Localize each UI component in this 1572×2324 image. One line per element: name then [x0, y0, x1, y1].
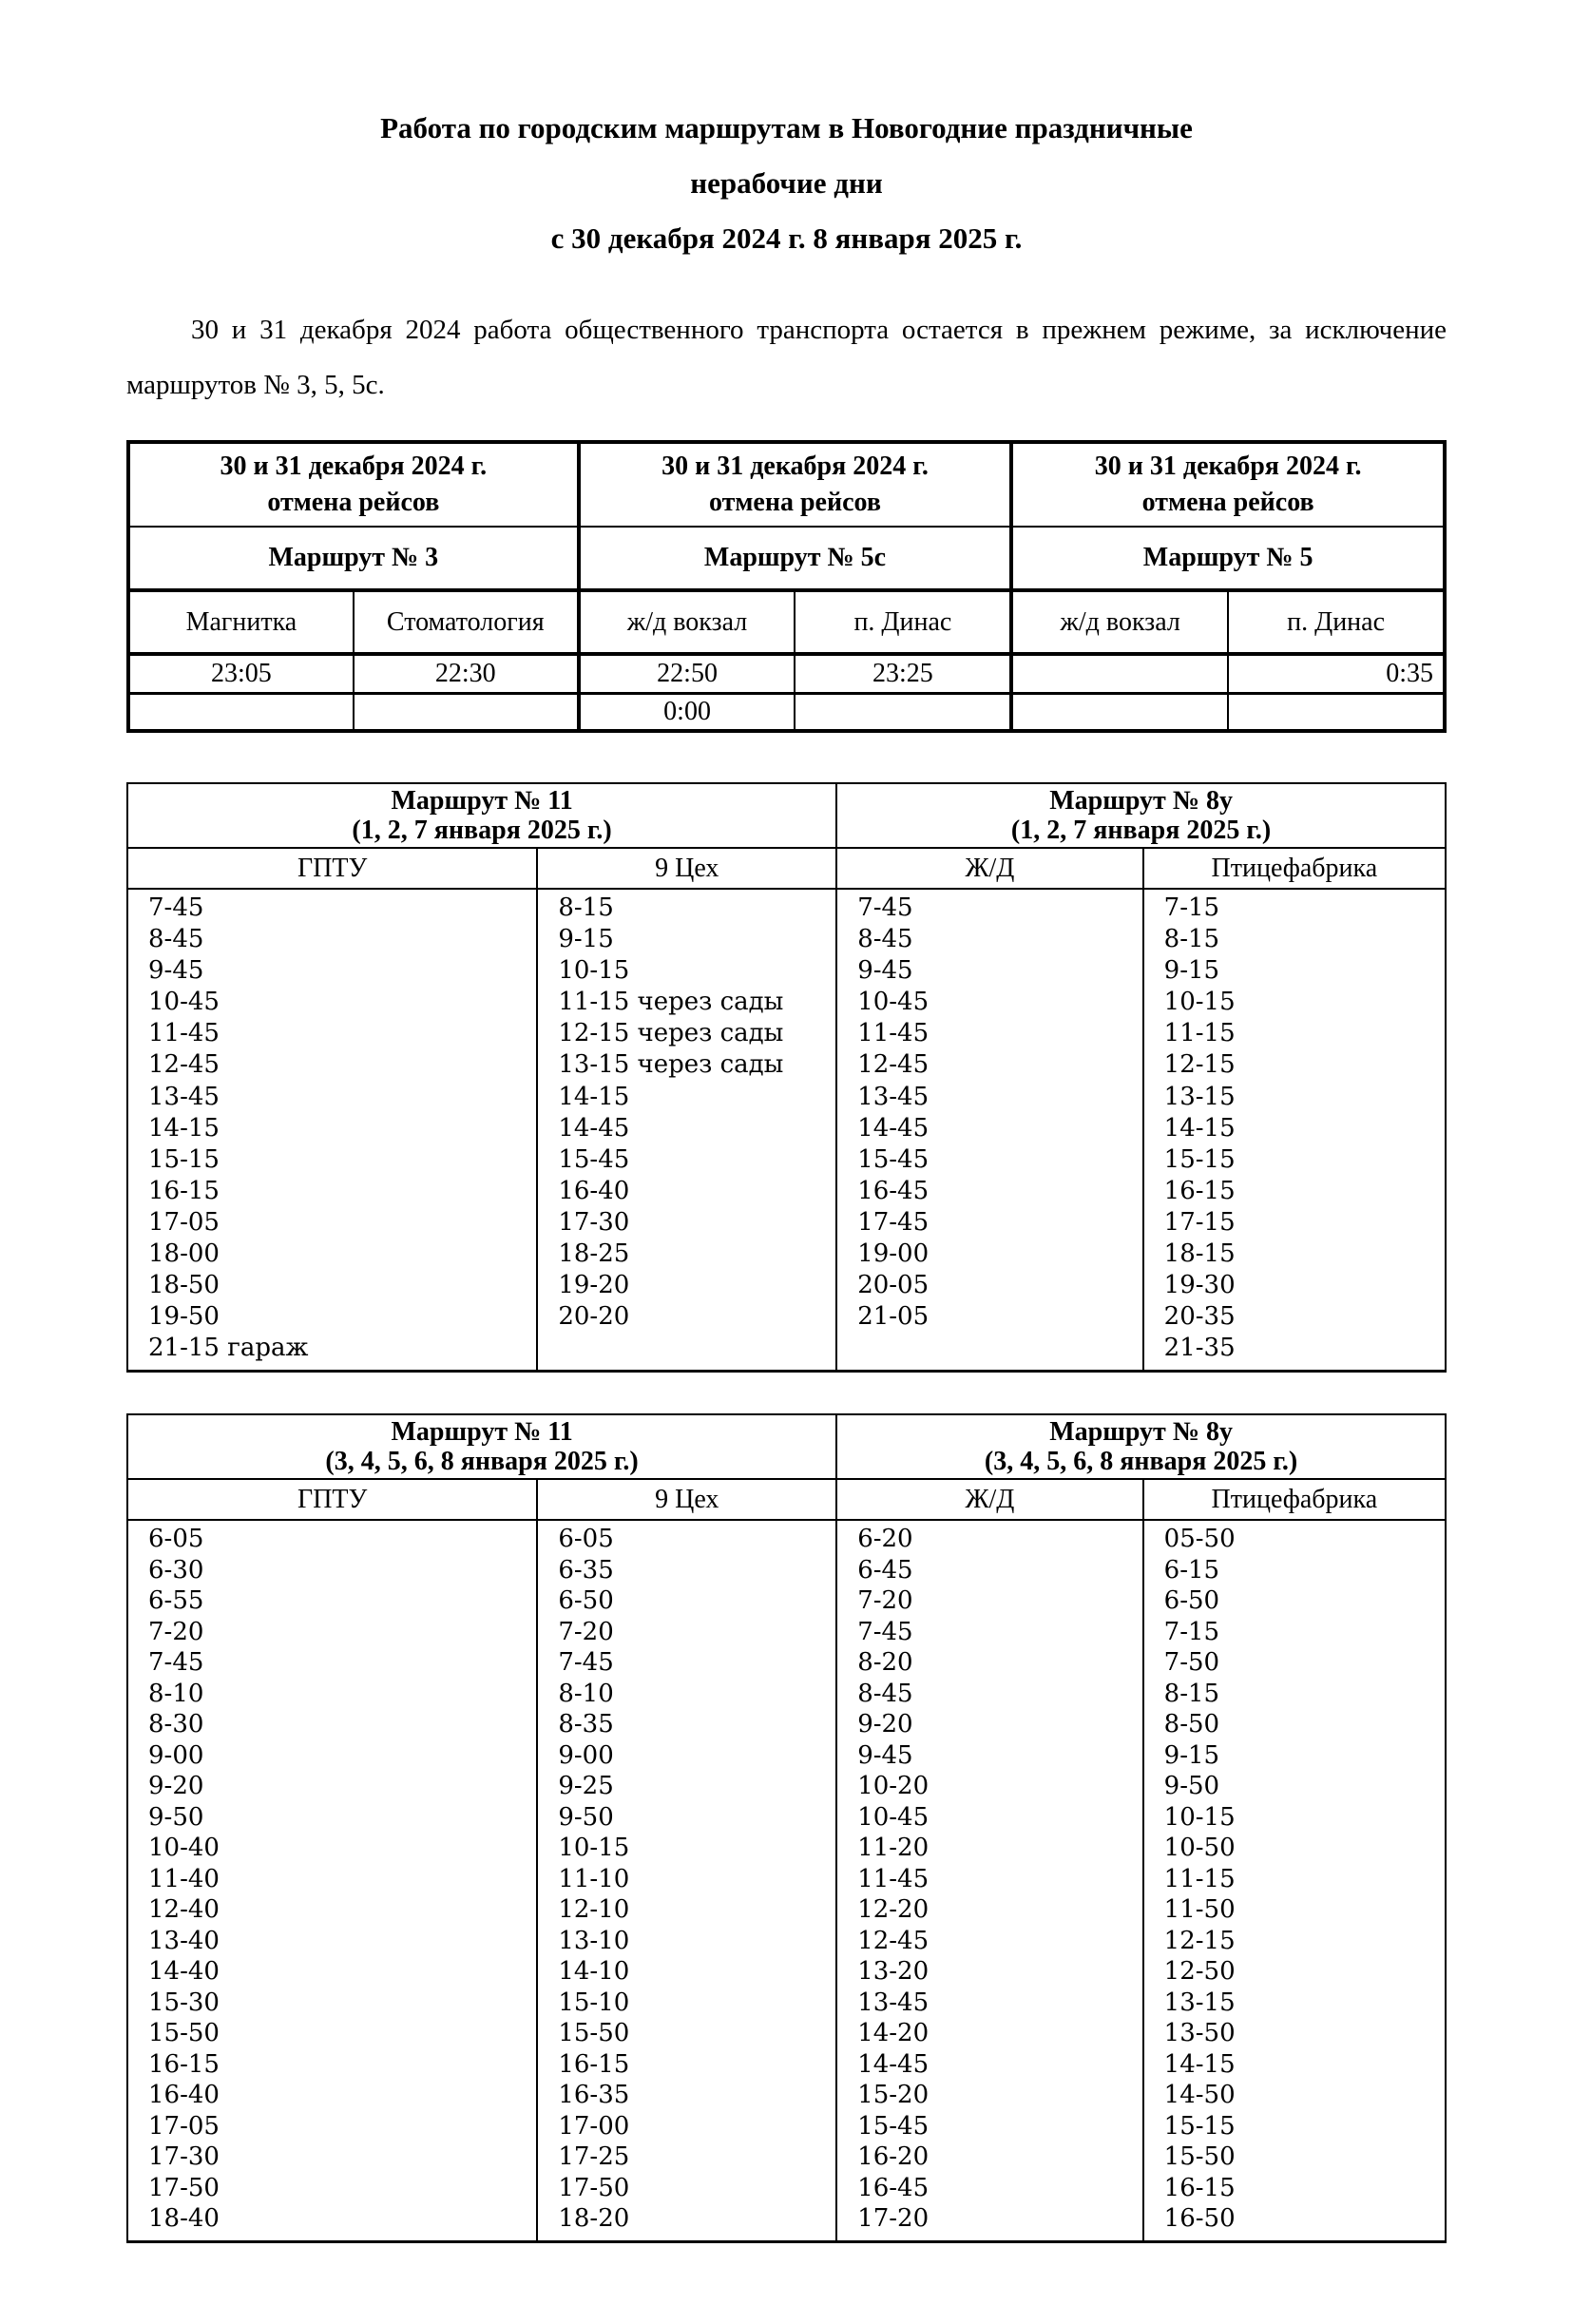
time-entry: 6-45 — [857, 1555, 913, 1585]
schedule-table-jan-1-2-7 — [126, 782, 1447, 1373]
time-entry: 16-45 — [857, 2173, 930, 2202]
times-row-1 — [128, 654, 1445, 694]
time-entry: 11-15 через сады — [558, 988, 784, 1017]
time-entry: 10-45 — [857, 1802, 930, 1832]
time-entry: 17-25 — [558, 2142, 630, 2172]
time-entry: 12-45 — [148, 1050, 220, 1080]
time-entry: 14-45 — [857, 1113, 930, 1143]
time-entry: 10-15 — [1163, 988, 1236, 1017]
time-entry: 6-50 — [558, 1586, 614, 1616]
times-row-2 — [128, 694, 1445, 732]
column-header: ГПТУ — [127, 848, 537, 889]
column-header: 9 Цех — [537, 848, 836, 889]
station-header: ж/д вокзал — [1011, 590, 1228, 654]
time-entry: 15-10 — [558, 1988, 630, 2017]
station-header: п. Динас — [1228, 590, 1445, 654]
time-entry: 8-10 — [148, 1679, 204, 1708]
period-row — [128, 442, 1445, 527]
time-entry: 15-30 — [148, 1988, 220, 2017]
time-entry: 14-40 — [148, 1957, 220, 1987]
time-entry: 9-15 — [1163, 956, 1220, 986]
times-column — [537, 1520, 836, 2241]
time-cell — [354, 694, 579, 732]
time-entry: 6-05 — [558, 1525, 614, 1554]
time-entry: 15-15 — [1163, 2111, 1236, 2141]
time-entry: 6-50 — [1163, 1586, 1220, 1616]
time-entry: 11-45 — [148, 1019, 220, 1048]
time-entry: 7-20 — [558, 1617, 614, 1646]
time-entry: 8-30 — [148, 1710, 204, 1739]
station-header: Магнитка — [128, 590, 354, 654]
time-entry: 19-20 — [558, 1271, 630, 1300]
time-entry: 13-45 — [857, 1082, 930, 1111]
time-entry: 13-15 — [1163, 1988, 1236, 2017]
time-entry: 6-55 — [148, 1586, 204, 1616]
time-entry: 16-40 — [558, 1176, 630, 1205]
time-entry: 18-15 — [1163, 1239, 1236, 1269]
column-header: Ж/Д — [836, 1479, 1142, 1520]
time-entry: 17-45 — [857, 1207, 930, 1237]
intro-paragraph: 30 и 31 декабря 2024 работа общественного транспорта остается в прежнем режиме, за исключение маршрутов № 3, 5, 5с. — [126, 315, 1447, 400]
time-entry: 15-15 — [1163, 1144, 1236, 1174]
time-entry: 9-00 — [558, 1740, 614, 1770]
time-cell — [1011, 694, 1228, 732]
time-entry: 7-45 — [857, 1617, 913, 1646]
time-entry: 15-45 — [857, 1144, 930, 1174]
time-entry: 9-50 — [148, 1802, 204, 1832]
times-column — [836, 889, 1142, 1372]
route-dates: (3, 4, 5, 6, 8 января 2025 г.) — [325, 1447, 639, 1477]
time-entry: 7-50 — [1163, 1648, 1220, 1678]
time-entry: 14-10 — [558, 1957, 630, 1987]
times-column — [1143, 1520, 1446, 2241]
time-entry: 16-45 — [857, 1176, 930, 1205]
time-entry: 21-05 — [857, 1302, 930, 1332]
column-header: 9 Цех — [537, 1479, 836, 1520]
column-header: Птицефабрика — [1143, 1479, 1446, 1520]
time-entry: 13-15 — [1163, 1082, 1236, 1111]
time-entry: 15-20 — [857, 2081, 930, 2110]
time-entry: 17-50 — [558, 2173, 630, 2202]
time-entry: 7-20 — [148, 1617, 204, 1646]
time-entry: 14-20 — [857, 2019, 930, 2048]
time-entry: 14-50 — [1163, 2081, 1236, 2110]
time-entry: 16-15 — [558, 2049, 630, 2079]
times-body-row — [127, 1520, 1446, 2241]
period-dates: 30 и 31 декабря 2024 г. — [661, 451, 929, 481]
time-entry: 12-15 — [1163, 1050, 1236, 1080]
route-header-row — [127, 1414, 1446, 1479]
time-entry: 7-45 — [558, 1648, 614, 1678]
time-entry: 12-45 — [857, 1050, 930, 1080]
time-entry: 10-40 — [148, 1834, 220, 1863]
time-entry: 16-15 — [1163, 1176, 1236, 1205]
time-entry: 12-15 через сады — [558, 1019, 784, 1048]
time-entry: 15-45 — [857, 2111, 930, 2141]
time-entry: 13-50 — [1163, 2019, 1236, 2048]
time-entry: 12-50 — [1163, 1957, 1236, 1987]
route-name: Маршрут № 11 — [391, 1417, 573, 1448]
time-entry: 9-20 — [857, 1710, 913, 1739]
time-entry: 10-15 — [558, 1834, 630, 1863]
time-entry: 7-45 — [148, 893, 204, 922]
time-entry: 9-45 — [857, 956, 913, 986]
time-entry: 20-20 — [558, 1302, 630, 1332]
route-name: Маршрут № 8у — [1049, 786, 1233, 816]
time-entry: 10-15 — [1163, 1802, 1236, 1832]
station-header: ж/д вокзал — [579, 590, 796, 654]
page-title-line-1: Работа по городским маршрутам в Новогодние праздничные — [380, 111, 1193, 144]
page-title — [126, 101, 1447, 266]
cancellation-table — [126, 440, 1447, 733]
time-cell: 22:30 — [354, 654, 579, 694]
time-entry: 17-05 — [148, 2111, 220, 2141]
time-entry: 17-20 — [857, 2204, 930, 2234]
time-cell — [1228, 694, 1445, 732]
time-entry: 13-45 — [857, 1988, 930, 2017]
route-header — [836, 783, 1446, 848]
time-cell: 0:00 — [579, 694, 796, 732]
time-entry: 19-50 — [148, 1302, 220, 1332]
time-entry: 7-45 — [857, 893, 913, 922]
time-entry: 8-50 — [1163, 1710, 1220, 1739]
time-entry: 6-20 — [857, 1525, 913, 1554]
time-entry: 18-25 — [558, 1239, 630, 1269]
route-header-row — [127, 783, 1446, 848]
time-entry: 19-00 — [857, 1239, 930, 1269]
time-entry: 15-50 — [1163, 2142, 1236, 2172]
time-entry: 13-45 — [148, 1082, 220, 1111]
time-entry: 13-15 через сады — [558, 1050, 784, 1080]
route-title: Маршрут № 5 — [1011, 527, 1445, 590]
time-entry: 9-50 — [1163, 1772, 1220, 1801]
time-entry: 18-00 — [148, 1239, 220, 1269]
time-entry: 16-15 — [148, 2049, 220, 2079]
time-entry: 8-10 — [558, 1679, 614, 1708]
time-entry: 13-40 — [148, 1926, 220, 1955]
time-entry: 11-10 — [558, 1864, 630, 1893]
time-entry: 05-50 — [1163, 1525, 1236, 1554]
time-entry: 16-15 — [148, 1176, 220, 1205]
column-header: Ж/Д — [836, 848, 1142, 889]
time-cell — [128, 694, 354, 732]
time-cell: 23:05 — [128, 654, 354, 694]
time-entry: 21-35 — [1163, 1334, 1236, 1363]
time-entry: 9-15 — [558, 925, 614, 954]
time-entry: 9-50 — [558, 1802, 614, 1832]
station-header: п. Динас — [795, 590, 1011, 654]
document-page — [126, 101, 1447, 2243]
time-entry: 11-15 — [1163, 1864, 1236, 1893]
time-entry: 17-50 — [148, 2173, 220, 2202]
route-name: Маршрут № 11 — [391, 786, 573, 816]
time-entry: 18-50 — [148, 1271, 220, 1300]
time-entry: 15-50 — [558, 2019, 630, 2048]
period-cell — [128, 442, 579, 527]
time-cell: 0:35 — [1228, 654, 1445, 694]
time-entry: 6-30 — [148, 1555, 204, 1585]
station-header: Стоматология — [354, 590, 579, 654]
time-entry: 6-05 — [148, 1525, 204, 1554]
time-entry: 17-05 — [148, 1207, 220, 1237]
time-entry: 14-15 — [148, 1113, 220, 1143]
time-entry: 17-15 — [1163, 1207, 1236, 1237]
time-entry: 10-20 — [857, 1772, 930, 1801]
time-entry: 20-05 — [857, 1271, 930, 1300]
stations-row — [128, 590, 1445, 654]
route-dates: (1, 2, 7 января 2025 г.) — [1010, 816, 1272, 845]
route-title: Маршрут № 5с — [579, 527, 1012, 590]
time-cell — [1011, 654, 1228, 694]
time-entry: 10-15 — [558, 956, 630, 986]
time-entry: 10-50 — [1163, 1834, 1236, 1863]
time-entry: 18-20 — [558, 2204, 630, 2234]
time-entry: 9-15 — [1163, 1740, 1220, 1770]
time-entry: 11-45 — [857, 1019, 930, 1048]
time-entry: 8-45 — [857, 925, 913, 954]
time-entry: 12-40 — [148, 1895, 220, 1925]
time-entry: 15-45 — [558, 1144, 630, 1174]
route-dates: (1, 2, 7 января 2025 г.) — [352, 816, 612, 845]
time-entry: 16-40 — [148, 2081, 220, 2110]
time-entry: 12-15 — [1163, 1926, 1236, 1955]
route-dates: (3, 4, 5, 6, 8 января 2025 г.) — [984, 1447, 1298, 1477]
time-entry: 11-50 — [1163, 1895, 1236, 1925]
time-entry: 14-15 — [1163, 2049, 1236, 2079]
time-entry: 16-20 — [857, 2142, 930, 2172]
stations-row — [127, 1479, 1446, 1520]
times-column — [127, 889, 537, 1372]
time-entry: 6-15 — [1163, 1555, 1220, 1585]
period-note: отмена рейсов — [1141, 488, 1314, 517]
column-header: ГПТУ — [127, 1479, 537, 1520]
time-entry: 7-15 — [1163, 1617, 1220, 1646]
period-dates: 30 и 31 декабря 2024 г. — [220, 451, 488, 481]
route-row — [128, 527, 1445, 590]
route-name: Маршрут № 8у — [1049, 1417, 1233, 1448]
time-entry: 15-50 — [148, 2019, 220, 2048]
time-entry: 13-20 — [857, 1957, 930, 1987]
time-entry: 7-15 — [1163, 893, 1220, 922]
time-entry: 9-45 — [148, 956, 204, 986]
time-entry: 17-00 — [558, 2111, 630, 2141]
time-entry: 9-00 — [148, 1740, 204, 1770]
time-entry: 18-40 — [148, 2204, 220, 2234]
time-entry: 8-15 — [1163, 925, 1220, 954]
time-entry: 14-45 — [857, 2049, 930, 2079]
time-entry: 8-35 — [558, 1710, 614, 1739]
time-entry: 7-45 — [148, 1648, 204, 1678]
time-entry: 11-20 — [857, 1834, 930, 1863]
route-header — [836, 1414, 1446, 1479]
time-entry: 7-20 — [857, 1586, 913, 1616]
time-entry: 10-45 — [148, 988, 220, 1017]
period-dates: 30 и 31 декабря 2024 г. — [1094, 451, 1362, 481]
stations-row — [127, 848, 1446, 889]
time-entry: 16-50 — [1163, 2204, 1236, 2234]
time-entry: 8-15 — [1163, 1679, 1220, 1708]
time-cell: 22:50 — [579, 654, 796, 694]
time-entry: 8-45 — [148, 925, 204, 954]
time-cell: 23:25 — [795, 654, 1011, 694]
time-entry: 11-40 — [148, 1864, 220, 1893]
time-entry: 16-35 — [558, 2081, 630, 2110]
period-note: отмена рейсов — [708, 488, 881, 517]
time-entry: 19-30 — [1163, 1271, 1236, 1300]
page-title-line-3: с 30 декабря 2024 г. 8 января 2025 г. — [550, 221, 1023, 255]
time-entry: 13-10 — [558, 1926, 630, 1955]
time-entry: 8-15 — [558, 893, 614, 922]
route-header — [127, 783, 836, 848]
time-cell — [795, 694, 1011, 732]
times-column — [836, 1520, 1142, 2241]
time-entry: 12-10 — [558, 1895, 630, 1925]
time-entry: 17-30 — [148, 2142, 220, 2172]
time-entry: 14-45 — [558, 1113, 630, 1143]
column-header: Птицефабрика — [1143, 848, 1446, 889]
time-entry: 8-45 — [857, 1679, 913, 1708]
time-entry: 6-35 — [558, 1555, 614, 1585]
route-header — [127, 1414, 836, 1479]
schedule-table-jan-3-4-5-6-8 — [126, 1413, 1447, 2243]
page-title-line-2: нерабочие дни — [690, 166, 883, 200]
time-entry: 14-15 — [558, 1082, 630, 1111]
time-entry: 12-20 — [857, 1895, 930, 1925]
times-body-row — [127, 889, 1446, 1372]
time-entry: 14-15 — [1163, 1113, 1236, 1143]
time-entry: 11-45 — [857, 1864, 930, 1893]
time-entry: 8-20 — [857, 1648, 913, 1678]
time-entry: 9-20 — [148, 1772, 204, 1801]
time-entry: 9-25 — [558, 1772, 614, 1801]
time-entry: 12-45 — [857, 1926, 930, 1955]
time-entry: 15-15 — [148, 1144, 220, 1174]
time-entry: 21-15 гараж — [148, 1334, 309, 1363]
period-cell — [1011, 442, 1445, 527]
period-note: отмена рейсов — [267, 488, 440, 517]
time-entry: 17-30 — [558, 1207, 630, 1237]
times-column — [1143, 889, 1446, 1372]
time-entry: 16-15 — [1163, 2173, 1236, 2202]
time-entry: 20-35 — [1163, 1302, 1236, 1332]
route-title: Маршрут № 3 — [128, 527, 579, 590]
period-cell — [579, 442, 1012, 527]
time-entry: 11-15 — [1163, 1019, 1236, 1048]
times-column — [537, 889, 836, 1372]
time-entry: 9-45 — [857, 1740, 913, 1770]
times-column — [127, 1520, 537, 2241]
time-entry: 10-45 — [857, 988, 930, 1017]
